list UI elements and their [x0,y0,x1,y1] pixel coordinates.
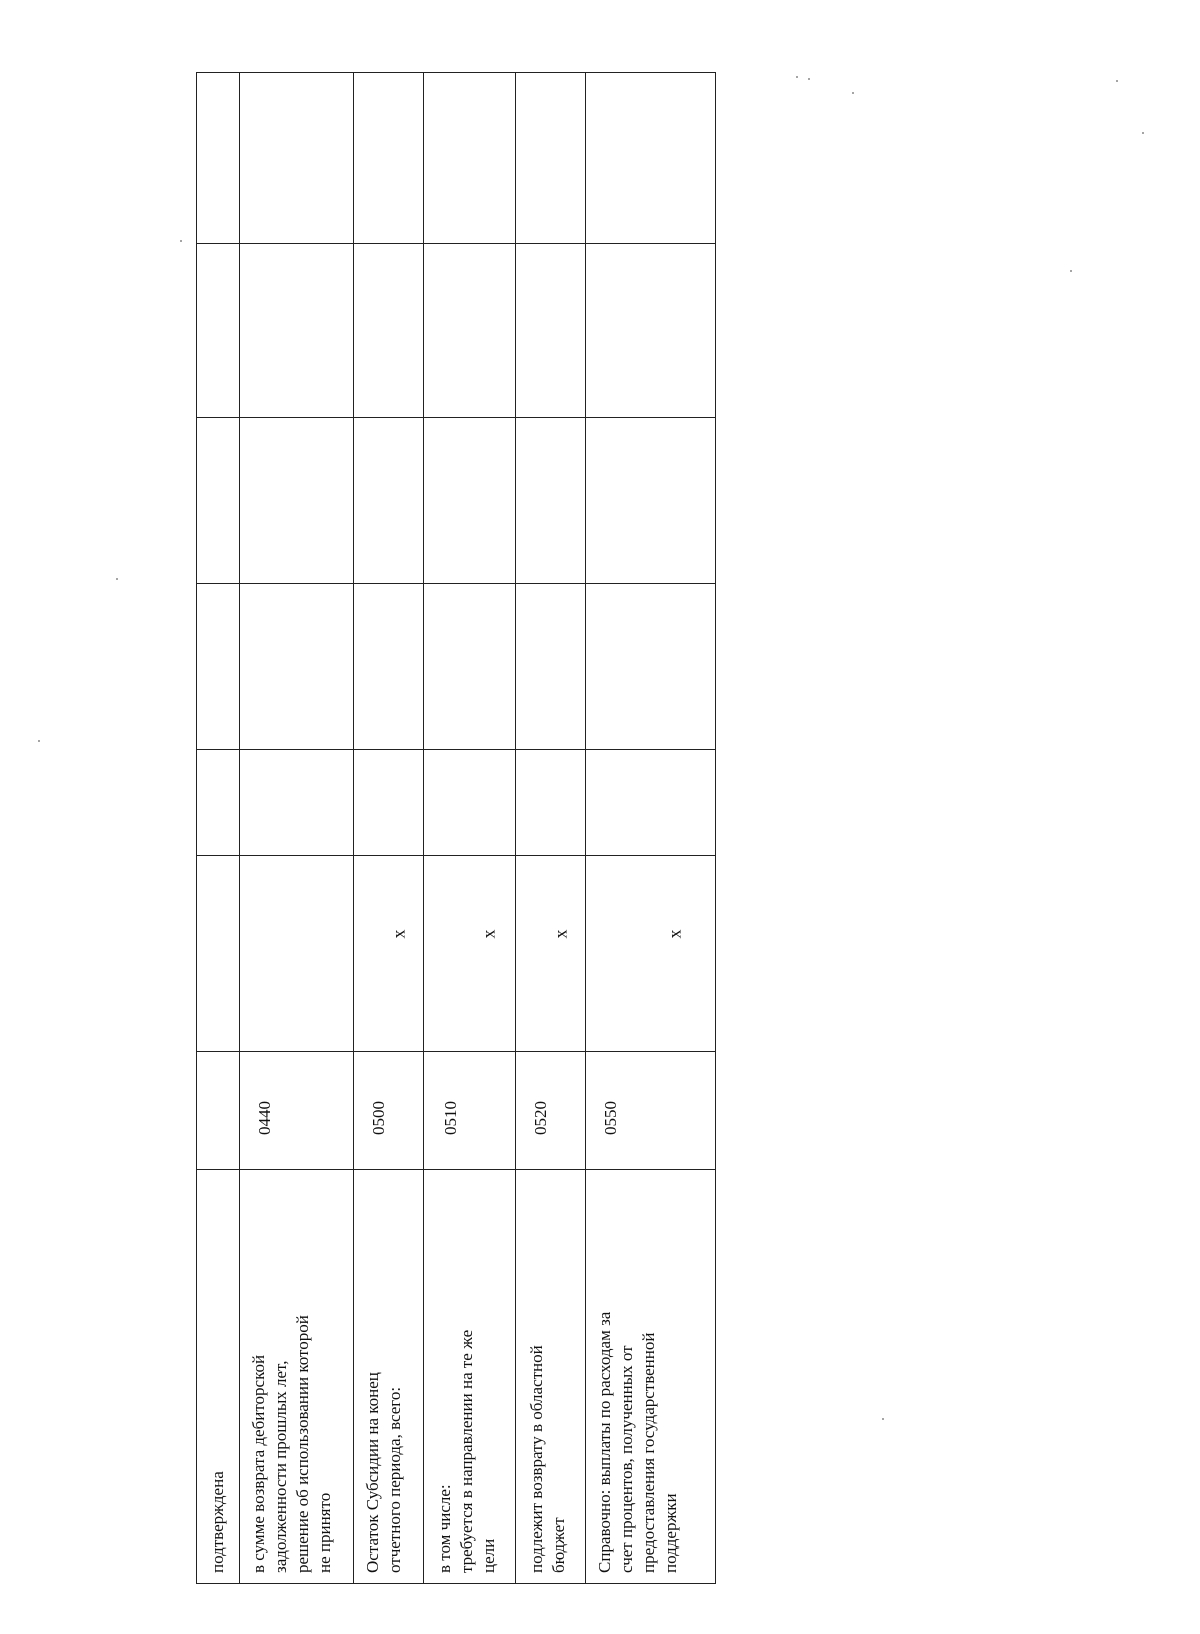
column-divider [197,1051,715,1052]
column-divider [197,749,715,750]
row-label: Справочно: выплаты по расходам за счет процентов, полученных от предоставления государственной поддержки [595,1311,680,1573]
column-divider [197,1169,715,1170]
row-label: подлежит возврату в областной бюджет [527,1345,568,1573]
not-applicable-mark: x [664,929,685,939]
table-row [586,73,714,1583]
table-row [516,73,586,1583]
column-divider [197,583,715,584]
row-label: в том числе: требуется в направлении на те же цели [435,1329,498,1573]
table-row [197,73,240,1583]
row-code: 0440 [255,1101,274,1135]
not-applicable-mark: x [388,929,409,939]
not-applicable-mark: x [478,929,499,939]
scan-speck [852,92,854,94]
table-row [424,73,516,1583]
scan-speck [808,78,810,80]
row-label: подтверждена [208,1471,227,1573]
scan-speck [180,240,182,242]
scan-speck [882,1418,884,1420]
row-code: 0500 [369,1101,388,1135]
column-divider [197,417,715,418]
row-code: 0550 [601,1101,620,1135]
row-label: в сумме возврата дебиторской задолженности прошлых лет, решение об использовании которой не принято [249,1315,334,1573]
table-row [240,73,354,1583]
column-divider [197,243,715,244]
scan-speck [1116,80,1118,82]
scan-speck [1142,132,1144,134]
scan-speck [116,578,118,580]
scan-speck [796,76,798,78]
row-code: 0510 [441,1101,460,1135]
scan-speck [1070,270,1072,272]
row-code: 0520 [531,1101,550,1135]
report-table [196,72,716,1584]
row-label: Остаток Субсидии на конец отчетного периода, всего: [363,1372,404,1573]
table-row [354,73,424,1583]
not-applicable-mark: x [550,929,571,939]
column-divider [197,855,715,856]
scan-speck [38,740,40,742]
